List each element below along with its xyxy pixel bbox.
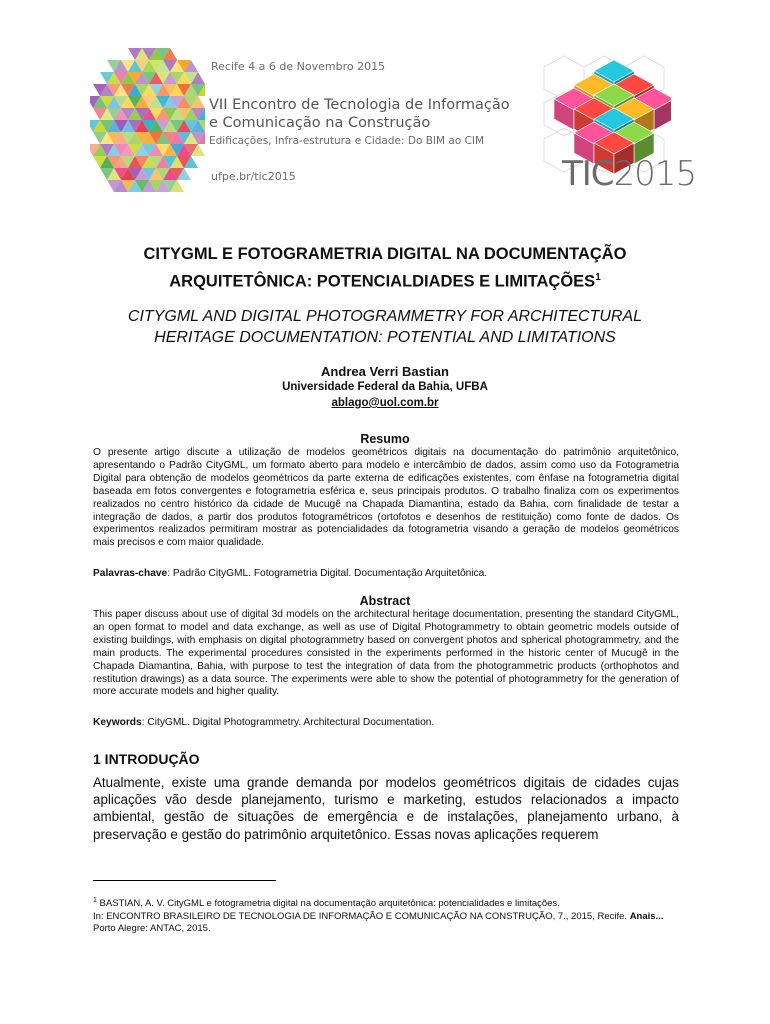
conference-date: Recife 4 a 6 de Novembro 2015 bbox=[211, 60, 386, 73]
paper-title bbox=[60, 242, 710, 294]
keywords bbox=[93, 717, 679, 728]
tic-logo-letters: TIC bbox=[562, 154, 614, 194]
section-body: Atualmente, existe uma grande demanda por modelos geométricos digitais de cidades cujas aplicações vão desde planejamento, turismo e marketing, estudos relacionados a impacto ambiental, gestão de situações de emergência e de instalações, planejamento urbano, à preservação e gestão do patrimônio arquitetônico. Essas novas aplicações requerem bbox=[93, 775, 679, 842]
author-name: Andrea Verri Bastian bbox=[321, 364, 449, 379]
conference-subtitle: Edificações, Infra-estrutura e Cidade: Do BIM ao CIM bbox=[209, 135, 485, 147]
conference-title-line2: e Comunicação na Construção bbox=[209, 115, 431, 131]
conference-logo-left bbox=[90, 48, 205, 198]
palavras-chave-label: Palavras-chave bbox=[93, 568, 168, 579]
footnote-line1: BASTIAN, A. V. CityGML e fotogrametria digital na documentação arquitetônica: potencialidades e limitações. bbox=[96, 898, 560, 910]
conference-title-line1: VII Encontro de Tecnologia de Informação bbox=[209, 97, 510, 113]
tic-logo-text bbox=[562, 154, 696, 194]
palavras-chave bbox=[93, 568, 679, 579]
paper-title-english-line2: HERITAGE DOCUMENTATION: POTENTIAL AND LIMITATIONS bbox=[154, 329, 616, 346]
section-heading: 1 INTRODUÇÃO bbox=[93, 751, 200, 767]
resumo-text: O presente artigo discute a utilização de modelos geométricos digitais na documentação do patrimônio arquitetônico, apresentando o Padrão CityGML, um formato aberto para modelo e intercâmbio de dados, assim como uso da Fotogrametria Digital para obtenção de modelos geométricos da parte externa de edificações existentes, com ênfase na fotogrametria digital baseada em fotos convergentes e fotogrametria esférica e, seus principais produtos. O trabalho finaliza com os experimentos realizados no centro histórico da cidade de Mucugê na Chapada Diamantina, estado da Bahia, com finalidade de testar a integração de dados, a partir dos produtos fotogramétricos (ortofotos e desenhos de restituição) como fonte de dados. Os experimentos realizados permitiram mostrar as potencialidades da fotogrametria visando a geração de modelos geométricos mais precisos e com maior qualidade. bbox=[93, 447, 679, 549]
footnote-reference: 1 bbox=[595, 272, 601, 283]
conference-title bbox=[209, 96, 510, 132]
footnote-divider bbox=[93, 880, 276, 881]
footnote-anais: Anais... bbox=[629, 910, 664, 922]
footnote bbox=[93, 895, 679, 936]
footnote-mark: 1 bbox=[93, 897, 97, 904]
tic-logo-year: 2015 bbox=[613, 154, 697, 194]
conference-url: ufpe.br/tic2015 bbox=[211, 170, 296, 183]
keywords-label: Keywords bbox=[93, 717, 142, 728]
footnote-line3: Porto Alegre: ANTAC, 2015. bbox=[93, 923, 211, 935]
author-email-link[interactable]: ablago@uol.com.br bbox=[331, 397, 439, 409]
author-affiliation: Universidade Federal da Bahia, UFBA bbox=[282, 381, 488, 393]
paper-title-line2: ARQUITETÔNICA: POTENCIALDIADES E LIMITAÇÕES bbox=[169, 272, 596, 291]
paper-title-english-line1: CITYGML AND DIGITAL PHOTOGRAMMETRY FOR ARCHITECTURAL bbox=[127, 308, 643, 325]
paper-title-english bbox=[60, 306, 710, 348]
paper-title-line1: CITYGML E FOTOGRAMETRIA DIGITAL NA DOCUMENTAÇÃO bbox=[143, 245, 627, 263]
keywords-text: : CityGML. Digital Photogrammetry. Architectural Documentation. bbox=[141, 717, 435, 728]
palavras-chave-text: : Padrão CityGML. Fotogrametria Digital. Documentação Arquitetônica. bbox=[167, 568, 488, 579]
resumo-heading: Resumo bbox=[360, 432, 410, 446]
abstract-text: This paper discuss about use of digital 3d models on the architectural heritage documentation, presenting the standard CityGML, an open format to model and data exchange, as well as use of Digital Photogrammetry to obtain geometric models outside of existing buildings, with emphasis on digital photogrammetry based on convergent photos and spherical photogrammetry, and the main products. The experimental procedures consisted in the experiments performed in the historic center of Mucugê in the Chapada Diamantina, Bahia, with purpose to test the integration of data from the photogrammetric products (orthophotos and restitution drawings) as a data source. The experiments were able to show the potential of photogrammetry for the generation of more accurate models and higher quality. bbox=[93, 609, 679, 698]
footnote-line2: In: ENCONTRO BRASILEIRO DE TECNOLOGIA DE INFORMAÇÃO E COMUNICAÇÃO NA CONSTRUÇÃO, 7., 2015, Recife. bbox=[93, 910, 630, 922]
abstract-heading: Abstract bbox=[359, 594, 411, 608]
author-email bbox=[0, 397, 770, 409]
